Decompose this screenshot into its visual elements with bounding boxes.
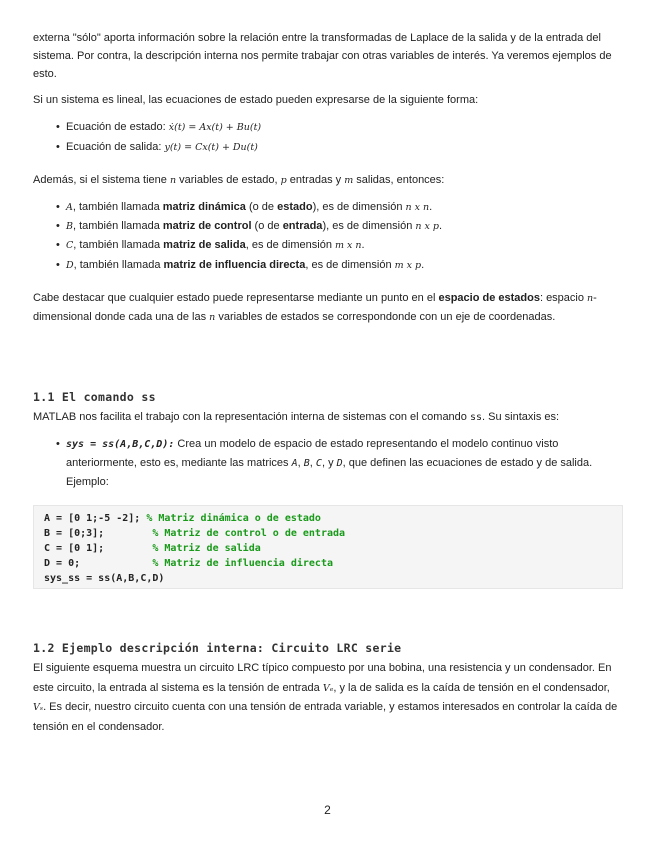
code-block [33,505,623,589]
list-item-matrix-a: • A, también llamada matriz dinámica (o de estado), es de dimensión n x n. [56,201,433,213]
paragraph-state-space: Cabe destacar que cualquier estado puede representarse mediante un punto en el espacio de estados: espacio n-dimensional donde cada una de las n variables de estados se correspondonde con un eje de coordenadas. [33,292,597,323]
paragraph-ss-intro: MATLAB nos facilita el trabajo con la representación interna de sistemas con el comando ss. Su sintaxis es: [33,411,560,423]
list-item-matrix-d: • D, también llamada matriz de influencia directa, es de dimensión m x p. [56,259,425,271]
code-line: B = [0;3]; % Matriz de control o de entrada [44,528,346,539]
state-eq-label: Ecuación de estado: [66,121,166,133]
paragraph-lrc: El siguiente esquema muestra un circuito LRC típico compuesto por una bobina, una resistencia y un condensador. En este circuito, la entrada al sistema es la tensión de entrada Vₑ, y la de salida es la caída de tensión en el condensador, Vₛ. Es decir, nuestro circuito cuenta con una tensión de entrada variable, y estamos interesados en controlar la caída de tensión en el condensador. [33,662,618,733]
paragraph-dimensions: Además, si el sistema tiene n variables de estado, p entradas y m salidas, entonces: [33,174,445,186]
list-item-matrix-b: • B, también llamada matriz de control (o de entrada), es de dimensión n x p. [56,220,443,232]
list-item-matrix-c: • C, también llamada matriz de salida, es de dimensión m x n. [56,239,365,251]
state-eq-formula: ẋ(t) = Ax(t) + Bu(t) [168,122,262,133]
paragraph-intro: externa "sólo" aporta información sobre la relación entre la transformadas de Laplace de la salida y de la entrada del sistema. Por contra, la descripción interna nos permite trabajar con otras variables de interés. Ya veremos ejemplos de esto. [33,32,612,80]
paragraph-linear: Si un sistema es lineal, las ecuaciones de estado pueden expresarse de la siguiente forma: [33,94,479,106]
code-line: A = [0 1;-5 -2]; % Matriz dinámica o de estado [44,513,321,524]
list-item-output-eq: • Ecuación de salida: y(t) = Cx(t) + Du(t) [56,141,258,153]
output-eq-label: Ecuación de salida: [66,141,162,153]
code-line: sys_ss = ss(A,B,C,D) [44,573,165,584]
list-item-ss-syntax: • sys = ss(A,B,C,D): Crea un modelo de espacio de estado representando el modelo continuo visto anteriormente, esto es, mediante las matrices A, B, C, y D, que definen las ecuaciones de estado y de salida. Ejemplo: [56,438,593,488]
code-line: D = 0; % Matriz de influencia directa [44,558,333,569]
code-line: C = [0 1]; % Matriz de salida [44,543,261,554]
list-item-state-eq: • Ecuación de estado: ẋ(t) = Ax(t) + Bu(t) [56,121,262,133]
page-number: 2 [324,803,331,817]
section-heading-lrc: 1.2 Ejemplo descripción interna: Circuito LRC serie [33,641,402,655]
section-heading-ss: 1.1 El comando ss [33,390,156,404]
output-eq-formula: y(t) = Cx(t) + Du(t) [164,142,258,153]
